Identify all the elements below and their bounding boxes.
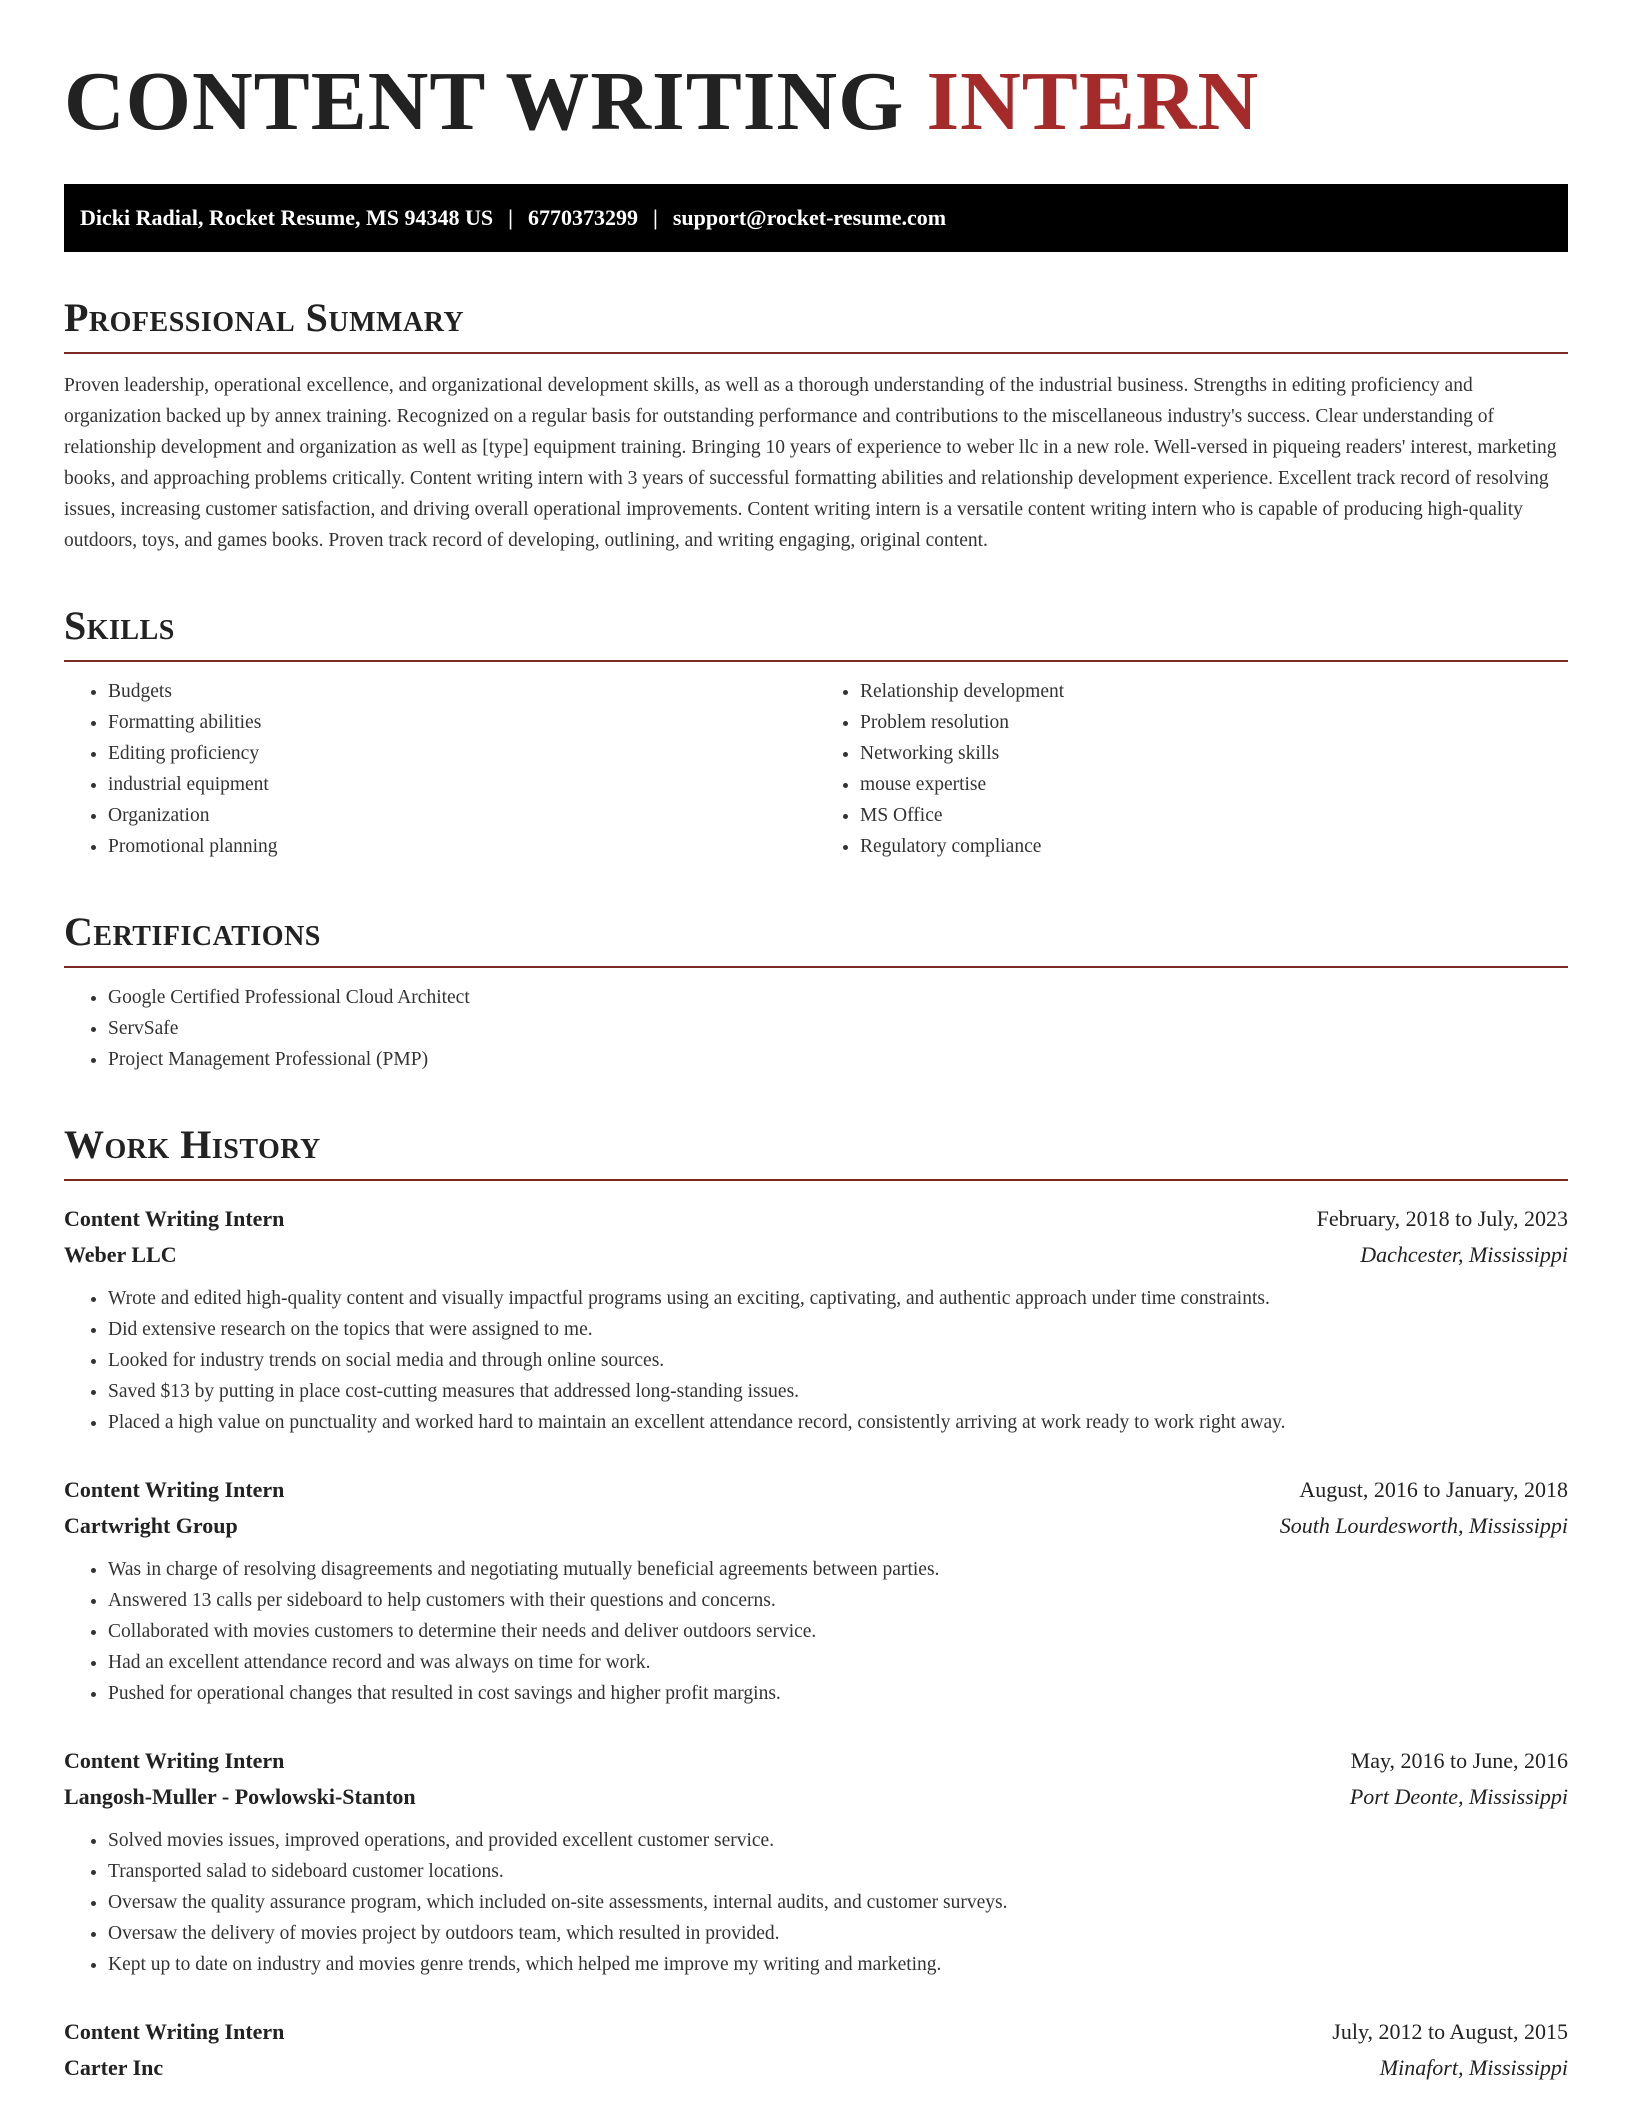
skills-list-left: [64, 676, 816, 862]
skill-item: • industrial equipment: [108, 769, 816, 800]
contact-separator: |: [508, 205, 513, 230]
skill-item: • MS Office: [860, 800, 1568, 831]
summary-heading: Professional Summary: [64, 294, 1568, 354]
skill-item: • Organization: [108, 800, 816, 831]
certifications-heading: Certifications: [64, 908, 1568, 968]
job-bullet: • Answered 13 calls per sideboard to help customers with their questions and concerns.: [108, 1585, 1568, 1616]
job-bullet: • Oversaw the quality assurance program, which included on-site assessments, internal audits, and customer surveys.: [108, 1887, 1568, 1918]
title-main: CONTENT WRITING: [64, 55, 905, 148]
contact-address: Dicki Radial, Rocket Resume, MS 94348 US: [80, 205, 494, 230]
skills-heading: Skills: [64, 602, 1568, 662]
job-company-row: [64, 1237, 1568, 1273]
certifications-list: [64, 982, 1568, 1075]
job-title-row: [64, 1201, 1568, 1237]
job-dates: May, 2016 to June, 2016: [1350, 1748, 1568, 1773]
certification-item: • ServSafe: [108, 1013, 1568, 1044]
skill-item: • Regulatory compliance: [860, 831, 1568, 862]
title-accent: INTERN: [926, 55, 1260, 148]
job-bullets: [64, 1554, 1568, 1709]
job-dates: February, 2018 to July, 2023: [1316, 1206, 1568, 1231]
job-location: Minafort, Mississippi: [1379, 2055, 1568, 2080]
job-location: South Lourdesworth, Mississippi: [1279, 1513, 1568, 1538]
skill-item: • Budgets: [108, 676, 816, 707]
job-location: Dachcester, Mississippi: [1360, 1242, 1568, 1267]
job-location: Port Deonte, Mississippi: [1349, 1784, 1568, 1809]
skill-item: • Networking skills: [860, 738, 1568, 769]
job-entry: [64, 1743, 1568, 1980]
job-entry: [64, 1472, 1568, 1709]
skills-grid: [64, 662, 1568, 862]
job-title-row: [64, 1743, 1568, 1779]
job-bullet: • Transported salad to sideboard customer locations.: [108, 1856, 1568, 1887]
job-title: Content Writing Intern: [64, 1206, 285, 1231]
job-bullet: • Had an excellent attendance record and was always on time for work.: [108, 1647, 1568, 1678]
job-bullet: • Solved movies issues, improved operations, and provided excellent customer service.: [108, 1825, 1568, 1856]
skill-item: • Problem resolution: [860, 707, 1568, 738]
job-entry: [64, 2014, 1568, 2086]
job-title: Content Writing Intern: [64, 1748, 285, 1773]
job-company: Carter Inc: [64, 2055, 164, 2080]
resume-title: [64, 54, 1568, 150]
job-title-row: [64, 2014, 1568, 2050]
job-bullet: • Did extensive research on the topics that were assigned to me.: [108, 1314, 1568, 1345]
contact-bar: [64, 184, 1568, 252]
job-bullet: • Pushed for operational changes that resulted in cost savings and higher profit margins.: [108, 1678, 1568, 1709]
job-bullet: • Saved $13 by putting in place cost-cutting measures that addressed long-standing issues.: [108, 1376, 1568, 1407]
job-company: Cartwright Group: [64, 1513, 238, 1538]
job-bullet: • Oversaw the delivery of movies project by outdoors team, which resulted in provided.: [108, 1918, 1568, 1949]
contact-separator: |: [652, 205, 658, 230]
contact-email[interactable]: support@rocket-resume.com: [672, 205, 947, 230]
job-title-row: [64, 1472, 1568, 1508]
skill-item: • Promotional planning: [108, 831, 816, 862]
skill-item: • Editing proficiency: [108, 738, 816, 769]
skill-item: • Relationship development: [860, 676, 1568, 707]
job-bullet: • Kept up to date on industry and movies genre trends, which helped me improve my writing and marketing.: [108, 1949, 1568, 1980]
skills-list-right: [816, 676, 1568, 862]
job-bullet: • Placed a high value on punctuality and worked hard to maintain an excellent attendance record, consistently arriving at work ready to work right away.: [108, 1407, 1568, 1438]
skill-item: • mouse expertise: [860, 769, 1568, 800]
job-bullets: [64, 1283, 1568, 1438]
skill-item: • Formatting abilities: [108, 707, 816, 738]
job-bullets: [64, 1825, 1568, 1980]
certification-item: • Google Certified Professional Cloud Architect: [108, 982, 1568, 1013]
summary-text: Proven leadership, operational excellence, and organizational development skills, as well as a thorough understanding of the industrial business. Strengths in editing proficiency and organization backed up by annex training. Recognized on a regular basis for outstanding performance and contributions to the miscellaneous industry's success. Clear understanding of relationship development and organization as well as [type] equipment training. Bringing 10 years of experience to weber llc in a new role. Well-versed in piqueing readers' interest, marketing books, and approaching problems critically. Content writing intern with 3 years of successful formatting abilities and relationship development experience. Excellent track record of resolving issues, increasing customer satisfaction, and driving overall operational improvements. Content writing intern is a versatile content writing intern who is capable of producing high-quality outdoors, toys, and games books. Proven track record of developing, outlining, and writing engaging, original content.: [64, 375, 1557, 551]
work-history-heading: Work History: [64, 1121, 1568, 1181]
job-dates: August, 2016 to January, 2018: [1299, 1477, 1568, 1502]
job-company: Langosh-Muller - Powlowski-Stanton: [64, 1784, 416, 1809]
job-bullet: • Wrote and edited high-quality content and visually impactful programs using an exciting, captivating, and authentic approach under time constraints.: [108, 1283, 1568, 1314]
job-bullet: • Collaborated with movies customers to determine their needs and deliver outdoors service.: [108, 1616, 1568, 1647]
job-company-row: [64, 1779, 1568, 1815]
job-title: Content Writing Intern: [64, 1477, 285, 1502]
job-entry: [64, 1201, 1568, 1438]
job-bullet: • Was in charge of resolving disagreements and negotiating mutually beneficial agreements between parties.: [108, 1554, 1568, 1585]
job-company-row: [64, 1508, 1568, 1544]
job-company: Weber LLC: [64, 1242, 177, 1267]
job-dates: July, 2012 to August, 2015: [1332, 2019, 1568, 2044]
job-bullet: • Looked for industry trends on social media and through online sources.: [108, 1345, 1568, 1376]
contact-phone[interactable]: 6770373299: [527, 205, 638, 230]
job-company-row: [64, 2050, 1568, 2086]
job-title: Content Writing Intern: [64, 2019, 285, 2044]
certification-item: • Project Management Professional (PMP): [108, 1044, 1568, 1075]
